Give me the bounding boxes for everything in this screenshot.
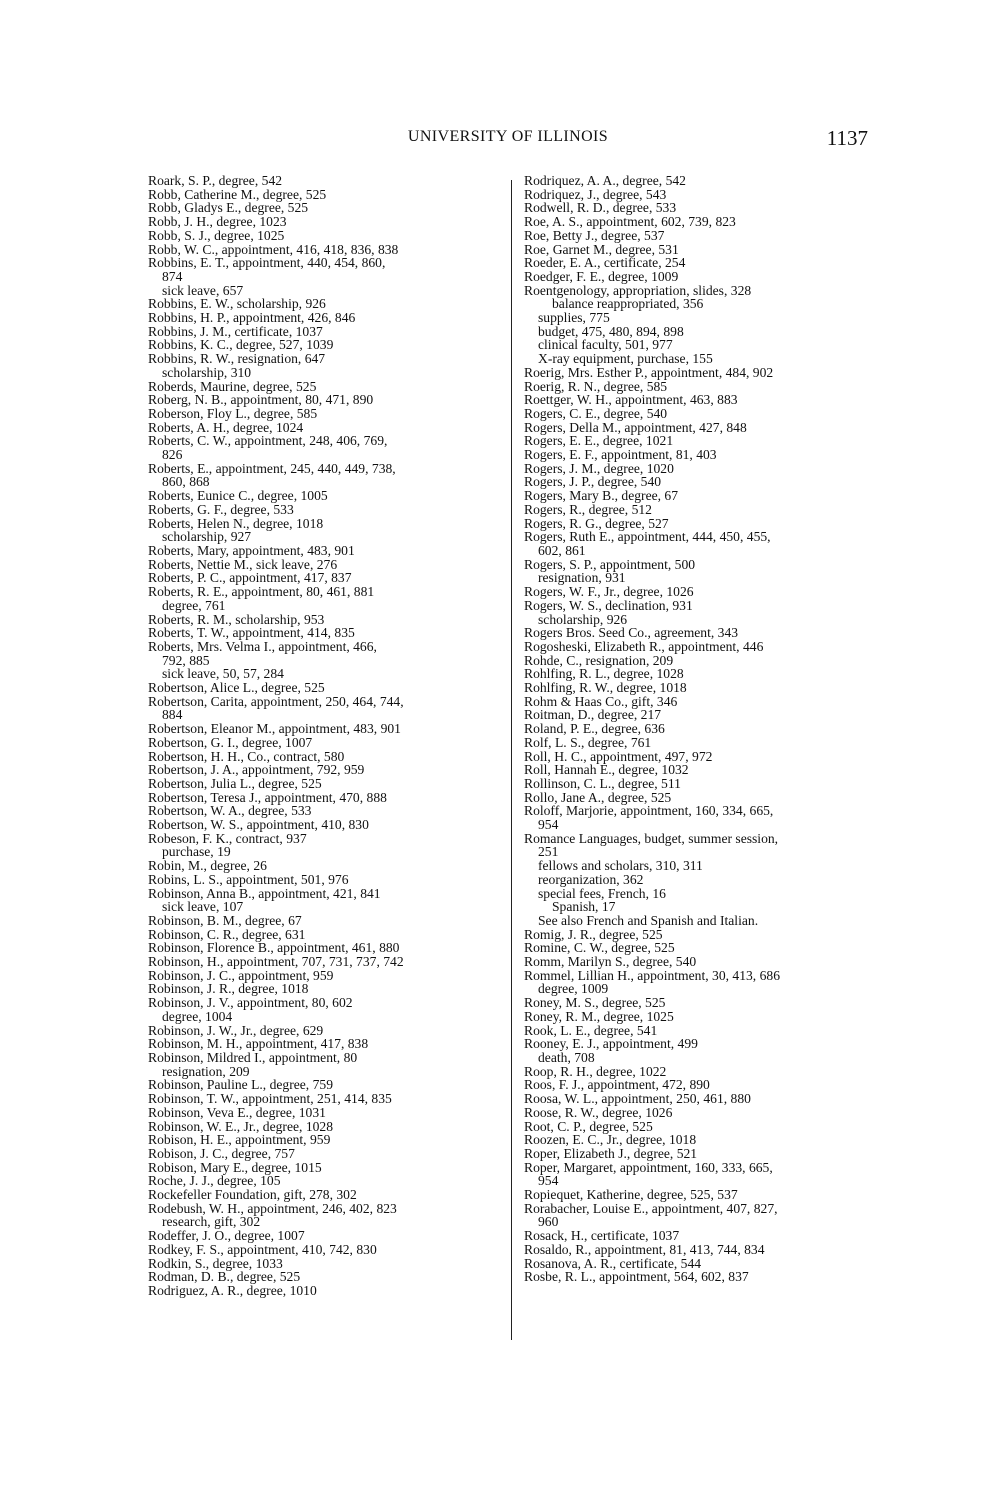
index-subentry: budget, 475, 480, 894, 898 — [538, 323, 684, 339]
index-entry: Roberts, Mrs. Velma I., appointment, 466, — [148, 638, 377, 654]
index-entry: Rolf, L. S., degree, 761 — [524, 734, 652, 750]
index-entry: Roberson, Floy L., degree, 585 — [148, 405, 318, 421]
index-entry: Rogers Bros. Seed Co., agreement, 343 — [524, 625, 739, 641]
index-entry: Rogers, S. P., appointment, 500 — [524, 556, 696, 572]
index-entry: Roberg, N. B., appointment, 80, 471, 890 — [148, 392, 374, 408]
index-entry: Root, C. P., degree, 525 — [524, 1118, 653, 1134]
index-entry: Robbins, E. T., appointment, 440, 454, 860, — [148, 255, 386, 271]
index-entry: Robertson, Alice L., degree, 525 — [148, 680, 325, 696]
index-entry: Rodriquez, J., degree, 543 — [524, 186, 667, 202]
index-entry: Rohde, C., resignation, 209 — [524, 652, 674, 668]
index-entry: Rorabacher, Louise E., appointment, 407, 827, — [524, 1200, 778, 1216]
index-entry: Roberts, G. F., degree, 533 — [148, 501, 294, 517]
index-entry: Robin, M., degree, 26 — [148, 858, 267, 874]
index-entry: Robinson, Veva E., degree, 1031 — [148, 1104, 326, 1120]
index-entry-continuation: 826 — [162, 447, 183, 463]
index-entry: Rodman, D. B., degree, 525 — [148, 1269, 301, 1285]
index-entry: Roeder, E. A., certificate, 254 — [524, 255, 686, 271]
index-entry: Rosaldo, R., appointment, 81, 413, 744, 834 — [524, 1241, 765, 1257]
index-entry: Roberts, R. M., scholarship, 953 — [148, 611, 325, 627]
index-subentry: special fees, French, 16 — [538, 885, 666, 901]
index-entry: Roos, F. J., appointment, 472, 890 — [524, 1077, 710, 1093]
index-entry: Robb, Gladys E., degree, 525 — [148, 200, 309, 216]
index-entry: Robinson, M. H., appointment, 417, 838 — [148, 1036, 369, 1052]
index-entry: Roozen, E. C., Jr., degree, 1018 — [524, 1132, 697, 1148]
index-entry: Rogers, Della M., appointment, 427, 848 — [524, 419, 747, 435]
index-entry: Roberts, Nettie M., sick leave, 276 — [148, 556, 338, 572]
index-entry: Robinson, J. W., Jr., degree, 629 — [148, 1022, 324, 1038]
index-subentry: balance reappropriated, 356 — [552, 296, 704, 312]
index-entry: Robertson, W. S., appointment, 410, 830 — [148, 817, 369, 833]
index-entry-continuation: 954 — [538, 817, 559, 833]
index-subentry: supplies, 775 — [538, 310, 610, 326]
index-entry: Romance Languages, budget, summer session, — [524, 830, 779, 846]
index-subentry: research, gift, 302 — [162, 1214, 261, 1230]
index-subentry: X-ray equipment, purchase, 155 — [538, 351, 713, 367]
index-entry: Rogosheski, Elizabeth R., appointment, 446 — [524, 638, 764, 654]
index-subentry: reorganization, 362 — [538, 871, 644, 887]
index-entry: Roberts, E., appointment, 245, 440, 449, 738, — [148, 460, 396, 476]
index-entry: Robison, Mary E., degree, 1015 — [148, 1159, 322, 1175]
index-entry: Rommel, Lillian H., appointment, 30, 413, 686 — [524, 967, 780, 983]
index-entry: Romig, J. R., degree, 525 — [524, 926, 663, 942]
index-entry: Rodebush, W. H., appointment, 246, 402, 823 — [148, 1200, 397, 1216]
column-divider — [511, 180, 512, 1340]
index-entry: Roberts, R. E., appointment, 80, 461, 881 — [148, 584, 375, 600]
index-entry: Rohlfing, R. W., degree, 1018 — [524, 680, 687, 696]
index-entry: Robbins, R. W., resignation, 647 — [148, 351, 326, 367]
index-column-right — [524, 174, 882, 1284]
index-entry: Robinson, Florence B., appointment, 461, 880 — [148, 940, 400, 956]
index-entry: Roberts, P. C., appointment, 417, 837 — [148, 570, 352, 586]
index-entry: Rogers, E. F., appointment, 81, 403 — [524, 447, 717, 463]
index-entry: Robinson, W. E., Jr., degree, 1028 — [148, 1118, 334, 1134]
index-subentry: resignation, 931 — [538, 570, 626, 586]
index-entry: Robertson, J. A., appointment, 792, 959 — [148, 762, 365, 778]
index-subentry: clinical faculty, 501, 977 — [538, 337, 673, 353]
index-entry: Robb, J. H., degree, 1023 — [148, 214, 287, 230]
index-entry: Rogers, Mary B., degree, 67 — [524, 488, 679, 504]
index-entry: Rodkin, S., degree, 1033 — [148, 1255, 283, 1271]
index-entry: Robertson, Carita, appointment, 250, 464, 744, — [148, 693, 404, 709]
index-entry: Rogers, Ruth E., appointment, 444, 450, 455, — [524, 529, 771, 545]
page-number: 1137 — [826, 126, 868, 150]
index-entry: Robinson, Pauline L., degree, 759 — [148, 1077, 333, 1093]
index-entry: Roney, M. S., degree, 525 — [524, 995, 666, 1011]
index-entry: Rohm & Haas Co., gift, 346 — [524, 693, 678, 709]
index-subentry: sick leave, 50, 57, 284 — [162, 666, 284, 682]
index-entry-continuation: 960 — [538, 1214, 559, 1230]
index-entry: Robertson, W. A., degree, 533 — [148, 803, 312, 819]
index-entry: Rollo, Jane A., degree, 525 — [524, 789, 672, 805]
index-entry-continuation: 860, 868 — [162, 474, 210, 490]
index-subentry: scholarship, 927 — [162, 529, 252, 545]
index-entry: Rogers, J. M., degree, 1020 — [524, 460, 674, 476]
index-subentry: sick leave, 657 — [162, 282, 244, 298]
index-entry-continuation: 602, 861 — [538, 542, 586, 558]
index-entry: Robb, W. C., appointment, 416, 418, 836, 838 — [148, 241, 399, 257]
index-entry: Rodwell, R. D., degree, 533 — [524, 200, 677, 216]
index-subentry: Spanish, 17 — [552, 899, 616, 915]
index-entry: Roark, S. P., degree, 542 — [148, 173, 283, 188]
index-entry: Robeson, F. K., contract, 937 — [148, 830, 307, 846]
index-entry: Robb, Catherine M., degree, 525 — [148, 186, 327, 202]
index-entry: Robertson, Julia L., degree, 525 — [148, 775, 322, 791]
index-entry: Rodeffer, J. O., degree, 1007 — [148, 1228, 305, 1244]
index-entry: Romine, C. W., degree, 525 — [524, 940, 675, 956]
index-entry: Robins, L. S., appointment, 501, 976 — [148, 871, 349, 887]
index-subentry: degree, 761 — [162, 597, 226, 613]
index-entry: Robbins, K. C., degree, 527, 1039 — [148, 337, 334, 353]
index-entry: Robbins, E. W., scholarship, 926 — [148, 296, 326, 312]
index-entry: Roloff, Marjorie, appointment, 160, 334, 665, — [524, 803, 774, 819]
index-entry: Robertson, H. H., Co., contract, 580 — [148, 748, 345, 764]
index-entry: Rogers, W. S., declination, 931 — [524, 597, 693, 613]
index-entry: Roberts, Helen N., degree, 1018 — [148, 515, 324, 531]
index-entry: Roper, Margaret, appointment, 160, 333, 665, — [524, 1159, 773, 1175]
index-subentry: death, 708 — [538, 1050, 595, 1065]
index-entry: Roosa, W. L., appointment, 250, 461, 880 — [524, 1091, 751, 1107]
index-entry: Rosack, H., certificate, 1037 — [524, 1228, 680, 1244]
index-entry-continuation: 954 — [538, 1173, 559, 1189]
index-subentry: scholarship, 310 — [162, 364, 252, 380]
index-entry: Roettger, W. H., appointment, 463, 883 — [524, 392, 738, 408]
index-entry: Roche, J. J., degree, 105 — [148, 1173, 281, 1189]
index-entry: Roentgenology, appropriation, slides, 328 — [524, 282, 752, 298]
index-entry: Rodkey, F. S., appointment, 410, 742, 830 — [148, 1241, 377, 1257]
index-entry: Rohlfing, R. L., degree, 1028 — [524, 666, 684, 682]
index-entry: Rogers, E. E., degree, 1021 — [524, 433, 674, 449]
index-entry: Roberds, Maurine, degree, 525 — [148, 378, 317, 394]
index-entry: Rosbe, R. L., appointment, 564, 602, 837 — [524, 1269, 749, 1285]
index-entry: Rosanova, A. R., certificate, 544 — [524, 1255, 702, 1271]
index-entry: Roney, R. M., degree, 1025 — [524, 1008, 674, 1024]
index-entry: Romm, Marilyn S., degree, 540 — [524, 954, 697, 970]
index-entry: Rogers, J. P., degree, 540 — [524, 474, 662, 490]
index-entry: Roberts, Eunice C., degree, 1005 — [148, 488, 328, 504]
index-entry: Roberts, Mary, appointment, 483, 901 — [148, 542, 355, 558]
index-entry: Roop, R. H., degree, 1022 — [524, 1063, 667, 1079]
index-entry: Roper, Elizabeth J., degree, 521 — [524, 1145, 698, 1161]
index-entry: Roll, H. C., appointment, 497, 972 — [524, 748, 713, 764]
index-entry: Roedger, F. E., degree, 1009 — [524, 268, 679, 284]
index-entry-continuation: 884 — [162, 707, 183, 723]
index-entry: Rook, L. E., degree, 541 — [524, 1022, 658, 1038]
index-entry: Rodriquez, A. A., degree, 542 — [524, 173, 686, 188]
index-entry: Robbins, J. M., certificate, 1037 — [148, 323, 323, 339]
index-entry: Robison, H. E., appointment, 959 — [148, 1132, 331, 1148]
index-subentry: fellows and scholars, 310, 311 — [538, 858, 703, 874]
index-entry: Robison, J. C., degree, 757 — [148, 1145, 295, 1161]
index-entry: Roland, P. E., degree, 636 — [524, 721, 665, 737]
index-column-left — [148, 174, 506, 1298]
index-entry-continuation: 792, 885 — [162, 652, 210, 668]
index-entry: Rooney, E. J., appointment, 499 — [524, 1036, 698, 1052]
index-entry: Roe, Betty J., degree, 537 — [524, 227, 665, 243]
index-entry: Robinson, Anna B., appointment, 421, 841 — [148, 885, 381, 901]
index-entry: Roose, R. W., degree, 1026 — [524, 1104, 673, 1120]
index-entry: Robinson, J. V., appointment, 80, 602 — [148, 995, 353, 1011]
index-entry: Rogers, W. F., Jr., degree, 1026 — [524, 584, 694, 600]
index-entry: Roberts, A. H., degree, 1024 — [148, 419, 304, 435]
index-entry: Rockefeller Foundation, gift, 278, 302 — [148, 1187, 357, 1203]
index-subentry: resignation, 209 — [162, 1063, 250, 1079]
index-entry: Roitman, D., degree, 217 — [524, 707, 662, 723]
index-entry: Rogers, R., degree, 512 — [524, 501, 652, 517]
index-entry: Robertson, Eleanor M., appointment, 483, 901 — [148, 721, 401, 737]
index-entry-continuation: 874 — [162, 268, 183, 284]
index-entry: Robinson, J. R., degree, 1018 — [148, 981, 309, 997]
index-entry: Roll, Hannah E., degree, 1032 — [524, 762, 689, 778]
index-entry: Robertson, G. I., degree, 1007 — [148, 734, 313, 750]
index-entry: Roe, Garnet M., degree, 531 — [524, 241, 679, 257]
index-entry: Robinson, H., appointment, 707, 731, 737, 742 — [148, 954, 404, 970]
page-header — [148, 126, 868, 156]
index-entry: Robb, S. J., degree, 1025 — [148, 227, 285, 243]
index-entry: Robbins, H. P., appointment, 426, 846 — [148, 310, 356, 326]
index-entry: Robinson, B. M., degree, 67 — [148, 912, 302, 928]
index-subentry: See also French and Spanish and Italian. — [538, 912, 759, 928]
index-entry: Rogers, R. G., degree, 527 — [524, 515, 669, 531]
index-entry: Roberts, C. W., appointment, 248, 406, 769, — [148, 433, 388, 449]
index-entry: Rogers, C. E., degree, 540 — [524, 405, 668, 421]
index-entry: Roerig, R. N., degree, 585 — [524, 378, 668, 394]
index-subentry: scholarship, 926 — [538, 611, 628, 627]
index-entry: Rodriguez, A. R., degree, 1010 — [148, 1282, 317, 1298]
index-entry: Roe, A. S., appointment, 602, 739, 823 — [524, 214, 736, 230]
index-subentry: degree, 1004 — [162, 1008, 233, 1024]
index-subentry: sick leave, 107 — [162, 899, 244, 915]
index-entry: Robertson, Teresa J., appointment, 470, 888 — [148, 789, 387, 805]
index-entry: Robinson, C. R., degree, 631 — [148, 926, 306, 942]
index-subentry: degree, 1009 — [538, 981, 609, 997]
index-entry: Roerig, Mrs. Esther P., appointment, 484, 902 — [524, 364, 774, 380]
index-entry: Robinson, J. C., appointment, 959 — [148, 967, 334, 983]
index-entry: Rollinson, C. L., degree, 511 — [524, 775, 681, 791]
index-entry: Ropiequet, Katherine, degree, 525, 537 — [524, 1187, 738, 1203]
index-entry: Robinson, Mildred I., appointment, 80 — [148, 1050, 358, 1065]
index-entry: Robinson, T. W., appointment, 251, 414, 835 — [148, 1091, 392, 1107]
index-entry-continuation: 251 — [538, 844, 559, 860]
running-head: UNIVERSITY OF ILLINOIS — [407, 128, 609, 145]
index-subentry: purchase, 19 — [162, 844, 231, 860]
index-entry: Roberts, T. W., appointment, 414, 835 — [148, 625, 355, 641]
